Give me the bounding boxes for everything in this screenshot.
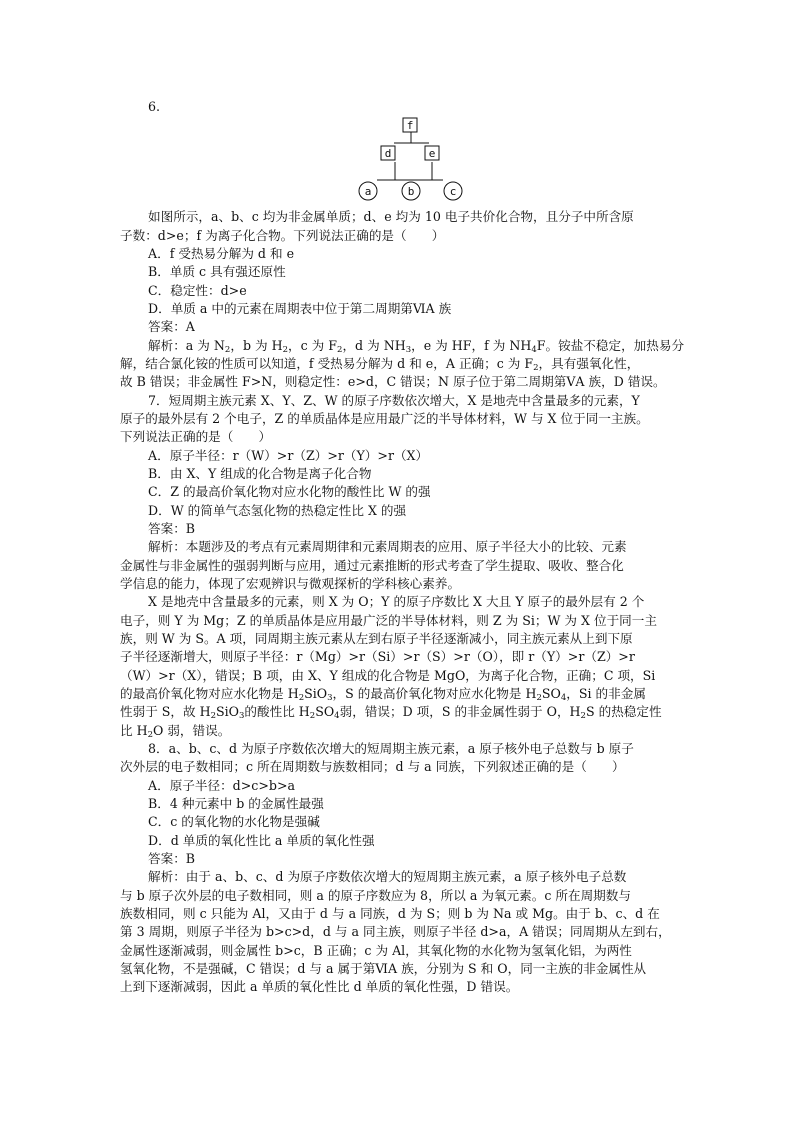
q8-analysis-line-7: 上到下逐渐减弱，因此 a 单质的氧化性比 d 单质的氧化性强，D 错误。	[120, 979, 519, 994]
q7-analysis-line-2: 金属性与非金属性的强弱判断与应用，通过元素推断的形式考查了学生提取、吸收、整合化	[120, 558, 624, 573]
q7-answer: 答案：B	[148, 521, 196, 536]
q7-stem-line-2: 原子的最外层有 2 个电子，Z 的单质晶体是应用最广泛的半导体材料，W 与 X 位于同一主族。	[120, 411, 649, 426]
q6-analysis-line-3: 故 B 错误；非金属性 F>N，则稳定性：e>d，C 错误；N 原子位于第二周期第ⅤA 族，D 错误。	[120, 374, 666, 389]
q7-option-d: D．W 的简单气态氢化物的热稳定性比 X 的强	[148, 503, 407, 518]
q8-analysis-line-3: 族数相同，则 c 只能为 Al，又由于 d 与 a 同族，d 为 S；则 b 为 Na 或 Mg。由于 b、c、d 在	[120, 906, 660, 921]
q7-analysis-line-10: 性弱于 S，故 $H_2SiO_3$的酸性比 $H_2SO_4$弱，错误；D 项，S 的非金属性弱于 O，$H_2S$ 的热稳定性	[120, 704, 662, 721]
node-a-label: a	[364, 185, 372, 198]
q7-option-c: C．Z 的最高价氧化物对应水化物的酸性比 W 的强	[148, 484, 431, 499]
q7-option-a: A．原子半径：r（W）>r（Z）>r（Y）>r（X）	[148, 448, 429, 463]
q7-stem-line-3: 下列说法正确的是（ ）	[120, 429, 272, 444]
node-f-label: f	[406, 119, 414, 132]
q8-analysis-line-1: 解析：由于 a、b、c、d 为原子序数依次增大的短周期主族元素，a 原子核外电子总数	[148, 869, 627, 884]
q7-stem-line-1: 7．短周期主族元素 X、Y、Z、W 的原子序数依次增大，X 是地壳中含量最多的元素，Y	[148, 393, 640, 408]
node-b-label: b	[407, 185, 415, 198]
q7-analysis-line-5: 电子，则 Y 为 Mg；Z 的单质晶体是应用最广泛的半导体材料，则 Z 为 Si；W 为 X 位于同一主	[120, 613, 657, 628]
q6-answer: 答案：A	[148, 319, 195, 334]
q6-stem-line-1: 如图所示，a、b、c 均为非金属单质；d、e 均为 10 电子共价化合物，且分子中所含原	[148, 209, 634, 224]
q7-analysis-line-9: 的最高价氧化物对应水化物是 $H_2SiO_3$，S 的最高价氧化物对应水化物是 $H_2SO_4$，Si 的非金属	[120, 686, 646, 703]
q6-option-c: C．稳定性：d>e	[148, 283, 247, 298]
question-number: 6.	[148, 99, 161, 114]
q7-analysis-line-11: 比 $H_2O$ 弱，错误。	[120, 723, 231, 740]
q7-analysis-line-4: X 是地壳中含量最多的元素，则 X 为 O；Y 的原子序数比 X 大且 Y 原子的最外层有 2 个	[148, 594, 645, 609]
q6-stem-line-2: 子数：d>e；f 为离子化合物。下列说法正确的是（ ）	[120, 228, 445, 243]
q8-answer: 答案：B	[148, 851, 196, 866]
q8-analysis-line-5: 金属性逐渐减弱，则金属性 b>c，B 正确；c 为 Al，其氧化物的水化物为氢氧化铝，为两性	[120, 943, 632, 958]
q7-analysis-line-7: 子半径逐渐增大，则原子半径：r（Mg）>r（Si）>r（S）>r（O），即 r（Y）>r（Z）>r	[120, 649, 635, 664]
diagram-svg	[355, 112, 465, 204]
q7-analysis-line-3: 学信息的能力，体现了宏观辨识与微观探析的学科核心素养。	[120, 576, 461, 591]
q8-stem-line-1: 8．a、b、c、d 为原子序数依次增大的短周期主族元素，a 原子核外电子总数与 b 原子	[148, 741, 634, 756]
q8-stem-line-2: 次外层的电子数相同；c 所在周期数与族数相同；d 与 a 同族，下列叙述正确的是（ ）	[120, 759, 625, 774]
node-d-label: d	[384, 147, 392, 160]
q8-analysis-line-6: 氢氧化物，不是强碱，C 错误；d 与 a 属于第ⅥA 族，分别为 S 和 O，同一主族的非金属性从	[120, 961, 647, 976]
q8-analysis-line-2: 与 b 原子次外层的电子数相同，则 a 的原子序数应为 8，所以 a 为氧元素。c 所在周期数与	[120, 888, 631, 903]
q8-option-a: A．原子半径：d>c>b>a	[148, 778, 295, 793]
q7-option-b: B．由 X、Y 组成的化合物是离子化合物	[148, 466, 372, 481]
q8-option-d: D．d 单质的氧化性比 a 单质的氧化性强	[148, 833, 375, 848]
q8-analysis-line-4: 第 3 周期，则原子半径为 b>c>d，d 与 a 同主族，则原子半径 d>a，A 错误；同周期从左到右，	[120, 924, 671, 939]
node-c-label: c	[449, 185, 457, 198]
q8-option-b: B．4 种元素中 b 的金属性最强	[148, 796, 324, 811]
q7-analysis-line-1: 解析：本题涉及的考点有元素周期律和元素周期表的应用、原子半径大小的比较、元素	[148, 539, 627, 554]
node-e-label: e	[428, 147, 436, 160]
q7-analysis-line-6: 族，则 W 为 S。A 项，同周期主族元素从左到右原子半径逐渐减小，同主族元素从上到下原	[120, 631, 633, 646]
reaction-diagram	[355, 112, 465, 204]
q7-analysis-line-8: （W）>r（X），错误；B 项，由 X、Y 组成的化合物是 MgO，为离子化合物，正确；C 项，Si	[120, 668, 656, 683]
q6-option-d: D．单质 a 中的元素在周期表中位于第二周期第ⅥA 族	[148, 301, 452, 316]
q6-analysis-line-1: 解析：a 为 $N_2$，b 为 $H_2$，c 为 $F_2$，d 为 $NH_3$，e 为 HF，f 为 $NH_4F$。铵盐不稳定，加热易分	[148, 338, 685, 355]
q6-option-b: B．单质 c 具有强还原性	[148, 264, 286, 279]
q8-option-c: C．c 的氧化物的水化物是强碱	[148, 814, 320, 829]
q6-analysis-line-2: 解，结合氯化铵的性质可以知道，f 受热易分解为 d 和 e，A 正确；c 为 $F_2$，具有强氧化性，	[120, 356, 640, 373]
q6-option-a: A．f 受热易分解为 d 和 e	[148, 246, 295, 261]
